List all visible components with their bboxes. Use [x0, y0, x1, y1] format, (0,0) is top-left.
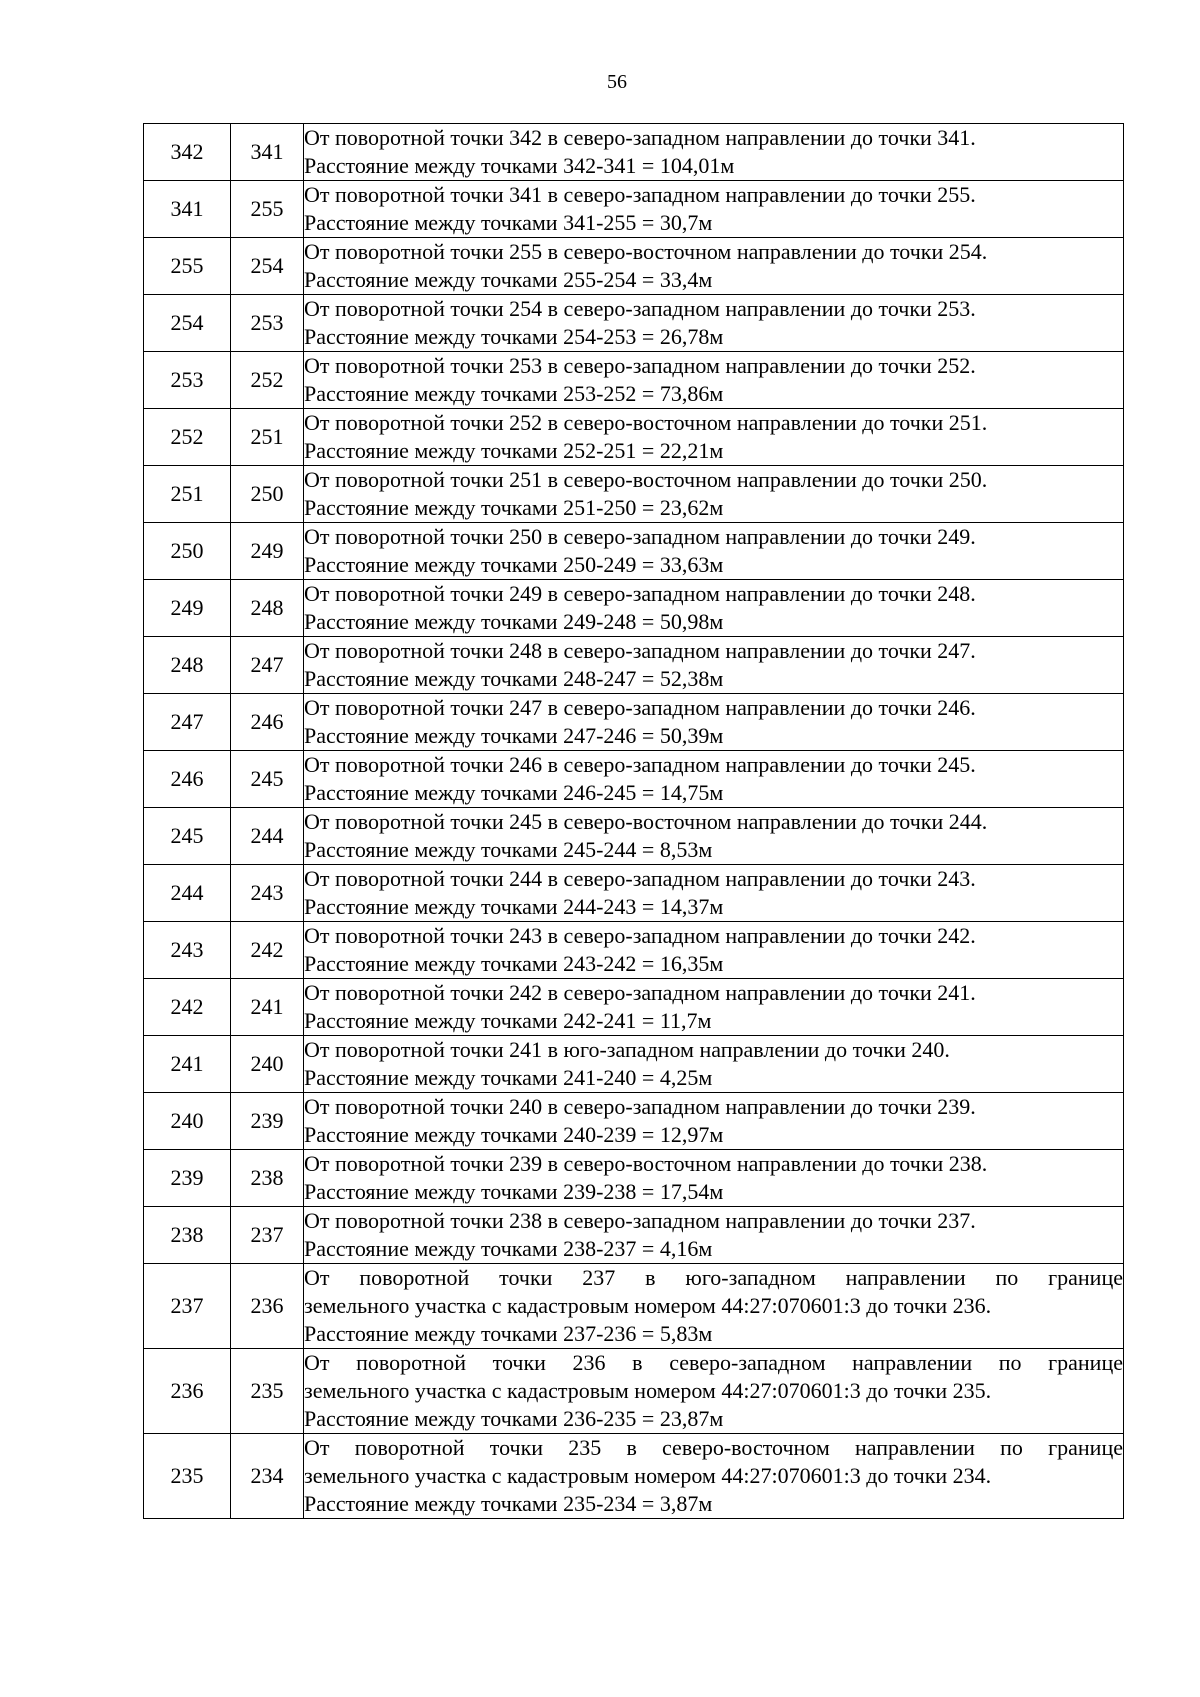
to-point-cell: 241: [231, 979, 304, 1036]
description-line: Расстояние между точками 342-341 = 104,01м: [304, 153, 735, 178]
table-row: [144, 1036, 1124, 1093]
table-row: [144, 295, 1124, 352]
table-row: [144, 865, 1124, 922]
from-point-cell: 342: [144, 124, 231, 181]
from-point-cell: 246: [144, 751, 231, 808]
from-point-cell: 248: [144, 637, 231, 694]
table-row: [144, 979, 1124, 1036]
description-cell: [304, 352, 1124, 409]
description-cell: [304, 1349, 1124, 1434]
description-cell: [304, 466, 1124, 523]
from-point-cell: 253: [144, 352, 231, 409]
to-point-cell: 251: [231, 409, 304, 466]
from-point-cell: 235: [144, 1434, 231, 1519]
table-row: [144, 1264, 1124, 1349]
to-point-cell: 237: [231, 1207, 304, 1264]
to-point-cell: 243: [231, 865, 304, 922]
from-point-cell: 239: [144, 1150, 231, 1207]
description-line: От поворотной точки 250 в северо-западном направлении до точки 249.: [304, 524, 976, 549]
description-line: От поворотной точки 238 в северо-западном направлении до точки 237.: [304, 1208, 976, 1233]
description-line: От поворотной точки 255 в северо-восточном направлении до точки 254.: [304, 239, 988, 264]
to-point-cell: 247: [231, 637, 304, 694]
page-number: 56: [607, 71, 627, 93]
description-cell: [304, 1036, 1124, 1093]
from-point-cell: 249: [144, 580, 231, 637]
description-line: Расстояние между точками 255-254 = 33,4м: [304, 267, 713, 292]
description-cell: [304, 238, 1124, 295]
description-line: От поворотной точки 249 в северо-западном направлении до точки 248.: [304, 581, 976, 606]
description-line: земельного участка с кадастровым номером 44:27:070601:3 до точки 235.: [304, 1378, 992, 1403]
from-point-cell: 240: [144, 1093, 231, 1150]
description-line: От поворотной точки 236 в северо-западном направлении по границе: [304, 1350, 1123, 1375]
to-point-cell: 341: [231, 124, 304, 181]
table-row: [144, 580, 1124, 637]
table-row: [144, 808, 1124, 865]
description-line: От поворотной точки 245 в северо-восточном направлении до точки 244.: [304, 809, 988, 834]
to-point-cell: 250: [231, 466, 304, 523]
to-point-cell: 239: [231, 1093, 304, 1150]
description-line: Расстояние между точками 245-244 = 8,53м: [304, 837, 713, 862]
to-point-cell: 244: [231, 808, 304, 865]
description-cell: [304, 181, 1124, 238]
table-row: [144, 409, 1124, 466]
description-line: Расстояние между точками 248-247 = 52,38м: [304, 666, 724, 691]
description-line: От поворотной точки 253 в северо-западном направлении до точки 252.: [304, 353, 976, 378]
description-line: Расстояние между точками 237-236 = 5,83м: [304, 1321, 713, 1346]
to-point-cell: 246: [231, 694, 304, 751]
description-line: От поворотной точки 240 в северо-западном направлении до точки 239.: [304, 1094, 976, 1119]
description-line: Расстояние между точками 249-248 = 50,98м: [304, 609, 724, 634]
description-cell: [304, 1093, 1124, 1150]
table-row: [144, 1434, 1124, 1519]
from-point-cell: 251: [144, 466, 231, 523]
description-cell: [304, 295, 1124, 352]
description-line: Расстояние между точками 341-255 = 30,7м: [304, 210, 713, 235]
description-cell: [304, 580, 1124, 637]
description-cell: [304, 637, 1124, 694]
description-line: От поворотной точки 239 в северо-восточном направлении до точки 238.: [304, 1151, 988, 1176]
description-line: Расстояние между точками 252-251 = 22,21м: [304, 438, 724, 463]
to-point-cell: 255: [231, 181, 304, 238]
description-cell: [304, 124, 1124, 181]
description-cell: [304, 1264, 1124, 1349]
description-line: От поворотной точки 341 в северо-западном направлении до точки 255.: [304, 182, 976, 207]
table-row: [144, 1207, 1124, 1264]
description-line: От поворотной точки 248 в северо-западном направлении до точки 247.: [304, 638, 976, 663]
description-line: Расстояние между точками 246-245 = 14,75м: [304, 780, 724, 805]
table-row: [144, 523, 1124, 580]
description-line: От поворотной точки 246 в северо-западном направлении до точки 245.: [304, 752, 976, 777]
to-point-cell: 252: [231, 352, 304, 409]
to-point-cell: 254: [231, 238, 304, 295]
description-line: От поворотной точки 242 в северо-западном направлении до точки 241.: [304, 980, 976, 1005]
description-line: земельного участка с кадастровым номером 44:27:070601:3 до точки 236.: [304, 1293, 992, 1318]
to-point-cell: 245: [231, 751, 304, 808]
description-line: От поворотной точки 244 в северо-западном направлении до точки 243.: [304, 866, 976, 891]
to-point-cell: 236: [231, 1264, 304, 1349]
from-point-cell: 252: [144, 409, 231, 466]
description-cell: [304, 1434, 1124, 1519]
description-line: Расстояние между точками 243-242 = 16,35м: [304, 951, 724, 976]
from-point-cell: 237: [144, 1264, 231, 1349]
to-point-cell: 235: [231, 1349, 304, 1434]
description-cell: [304, 979, 1124, 1036]
from-point-cell: 341: [144, 181, 231, 238]
description-cell: [304, 409, 1124, 466]
from-point-cell: 254: [144, 295, 231, 352]
table-row: [144, 238, 1124, 295]
table-row: [144, 352, 1124, 409]
description-cell: [304, 865, 1124, 922]
table-row: [144, 181, 1124, 238]
description-line: От поворотной точки 247 в северо-западном направлении до точки 246.: [304, 695, 976, 720]
description-cell: [304, 1150, 1124, 1207]
to-point-cell: 248: [231, 580, 304, 637]
description-line: Расстояние между точками 251-250 = 23,62м: [304, 495, 724, 520]
to-point-cell: 240: [231, 1036, 304, 1093]
description-line: Расстояние между точками 250-249 = 33,63м: [304, 552, 724, 577]
description-line: От поворотной точки 243 в северо-западном направлении до точки 242.: [304, 923, 976, 948]
description-line: Расстояние между точками 242-241 = 11,7м: [304, 1008, 712, 1033]
table-row: [144, 124, 1124, 181]
table-row: [144, 1093, 1124, 1150]
table-row: [144, 694, 1124, 751]
description-line: Расстояние между точками 238-237 = 4,16м: [304, 1236, 713, 1261]
description-line: Расстояние между точками 235-234 = 3,87м: [304, 1491, 713, 1516]
from-point-cell: 244: [144, 865, 231, 922]
from-point-cell: 245: [144, 808, 231, 865]
description-cell: [304, 1207, 1124, 1264]
description-cell: [304, 922, 1124, 979]
to-point-cell: 249: [231, 523, 304, 580]
description-line: Расстояние между точками 236-235 = 23,87м: [304, 1406, 724, 1431]
table-row: [144, 1349, 1124, 1434]
description-line: От поворотной точки 241 в юго-западном направлении до точки 240.: [304, 1037, 950, 1062]
table-row: [144, 1150, 1124, 1207]
from-point-cell: 241: [144, 1036, 231, 1093]
to-point-cell: 238: [231, 1150, 304, 1207]
description-line: От поворотной точки 342 в северо-западном направлении до точки 341.: [304, 125, 976, 150]
description-cell: [304, 808, 1124, 865]
description-line: Расстояние между точками 244-243 = 14,37м: [304, 894, 724, 919]
description-line: От поворотной точки 251 в северо-восточном направлении до точки 250.: [304, 467, 988, 492]
from-point-cell: 250: [144, 523, 231, 580]
description-line: Расстояние между точками 253-252 = 73,86м: [304, 381, 724, 406]
description-line: земельного участка с кадастровым номером 44:27:070601:3 до точки 234.: [304, 1463, 992, 1488]
from-point-cell: 242: [144, 979, 231, 1036]
description-line: От поворотной точки 252 в северо-восточном направлении до точки 251.: [304, 410, 988, 435]
table-row: [144, 637, 1124, 694]
table-body: [144, 124, 1124, 1519]
table-row: [144, 751, 1124, 808]
description-line: Расстояние между точками 254-253 = 26,78м: [304, 324, 724, 349]
table-row: [144, 922, 1124, 979]
from-point-cell: 247: [144, 694, 231, 751]
description-line: От поворотной точки 235 в северо-восточном направлении по границе: [304, 1435, 1123, 1460]
to-point-cell: 234: [231, 1434, 304, 1519]
from-point-cell: 236: [144, 1349, 231, 1434]
description-cell: [304, 694, 1124, 751]
description-cell: [304, 751, 1124, 808]
description-line: Расстояние между точками 247-246 = 50,39м: [304, 723, 724, 748]
to-point-cell: 242: [231, 922, 304, 979]
boundary-points-table: [143, 123, 1124, 1519]
description-line: От поворотной точки 237 в юго-западном направлении по границе: [304, 1265, 1123, 1290]
description-line: Расстояние между точками 241-240 = 4,25м: [304, 1065, 713, 1090]
from-point-cell: 238: [144, 1207, 231, 1264]
table-row: [144, 466, 1124, 523]
to-point-cell: 253: [231, 295, 304, 352]
from-point-cell: 255: [144, 238, 231, 295]
from-point-cell: 243: [144, 922, 231, 979]
description-line: Расстояние между точками 239-238 = 17,54м: [304, 1179, 724, 1204]
description-line: От поворотной точки 254 в северо-западном направлении до точки 253.: [304, 296, 976, 321]
description-cell: [304, 523, 1124, 580]
description-line: Расстояние между точками 240-239 = 12,97м: [304, 1122, 724, 1147]
